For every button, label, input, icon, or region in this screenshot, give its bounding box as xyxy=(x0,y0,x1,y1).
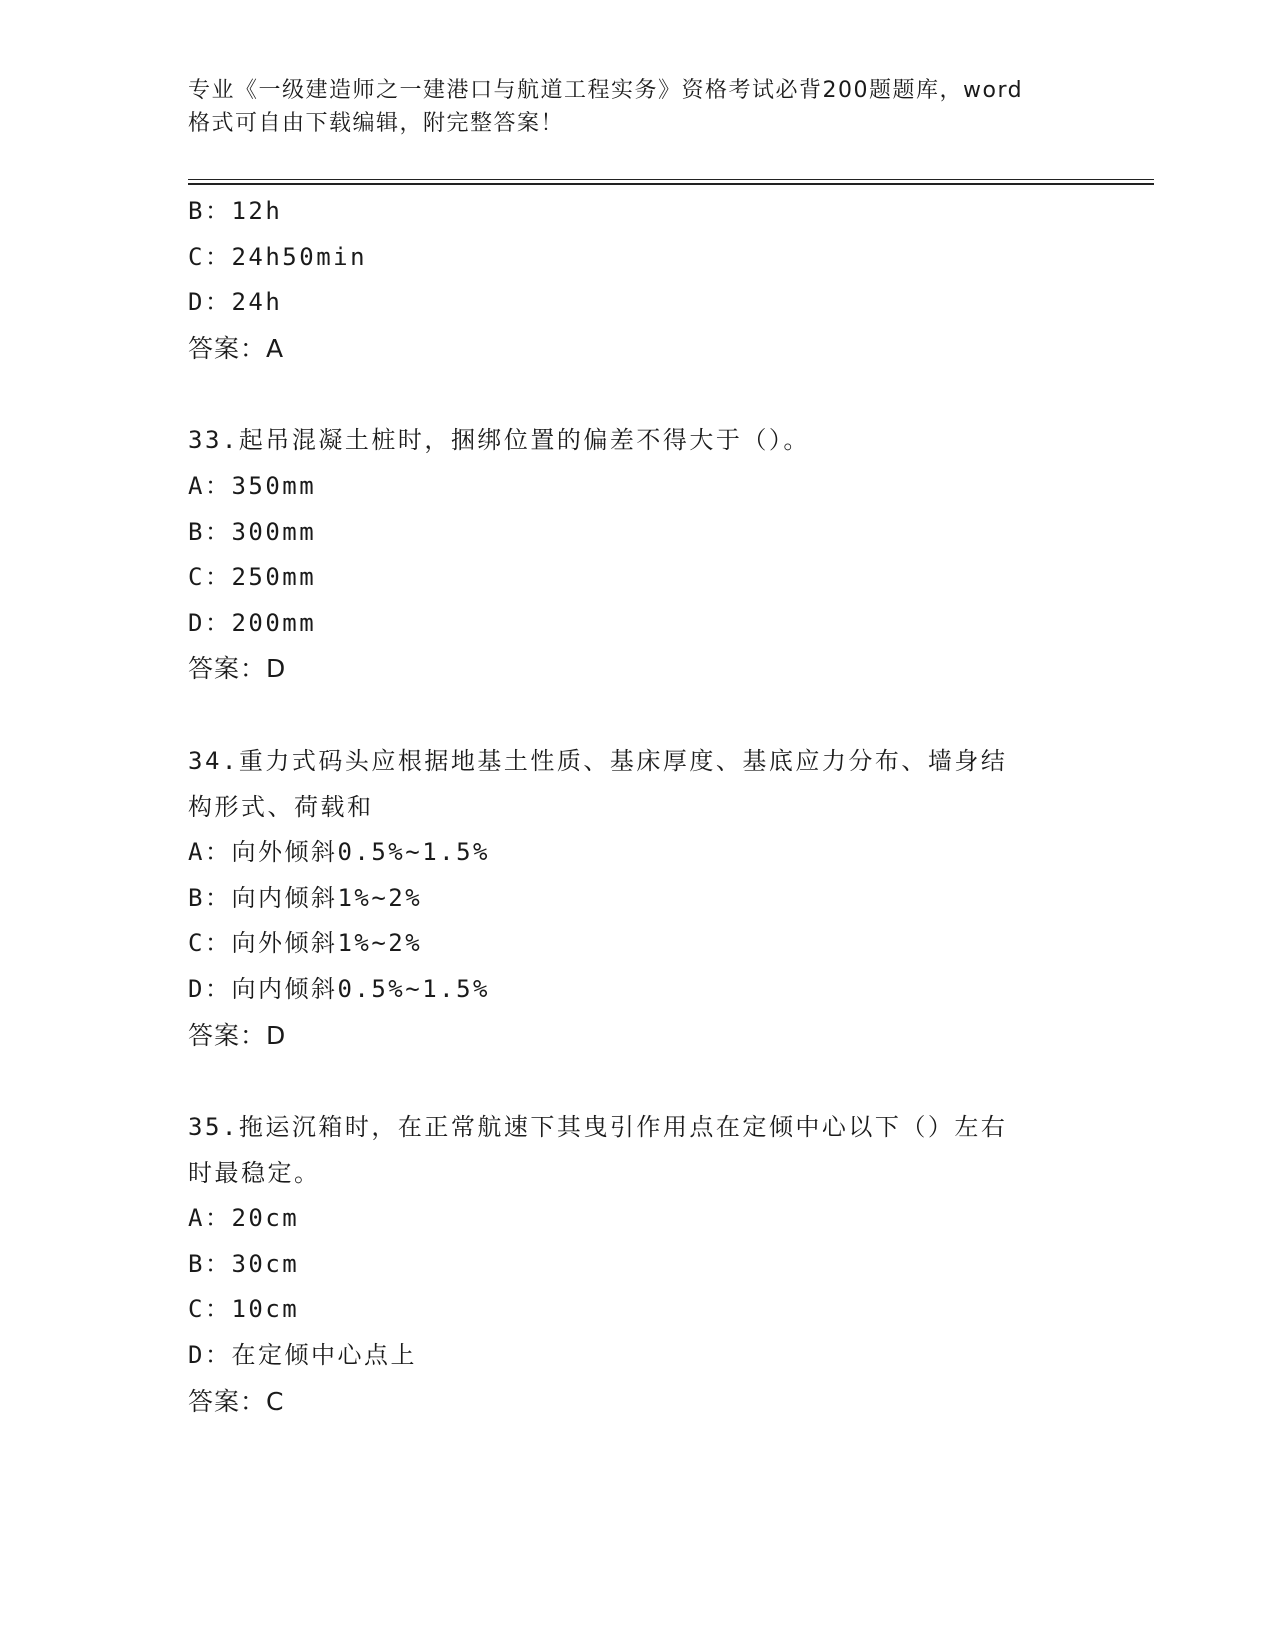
option-b: B：向内倾斜1%~2% xyxy=(188,883,423,912)
answer-line: 答案：D xyxy=(188,1020,287,1050)
option-a: A：向外倾斜0.5%~1.5% xyxy=(188,838,490,867)
option-d: D：24h xyxy=(188,288,283,317)
question-text xyxy=(188,739,1068,830)
question-text-line-1: 34.重力式码头应根据地基土性质、基床厚度、基底应力分布、墙身结 xyxy=(188,746,1008,775)
option-c: C：24h50min xyxy=(188,242,368,271)
question-34 xyxy=(188,739,1088,1058)
option-d: D：200mm xyxy=(188,608,317,637)
option-d: D：在定倾中心点上 xyxy=(188,1341,417,1370)
option-b: B：12h xyxy=(188,197,283,225)
option-d: D：向内倾斜0.5%~1.5% xyxy=(188,974,490,1003)
option-b: B：300mm xyxy=(188,517,317,546)
answer-line: 答案：A xyxy=(188,333,285,363)
question-32-tail xyxy=(188,189,1088,371)
question-text: 33.起吊混凝土桩时，捆绑位置的偏差不得大于（）。 xyxy=(188,426,810,455)
option-c: C：250mm xyxy=(188,563,317,592)
question-text xyxy=(188,1105,1068,1196)
question-text-line-2: 构形式、荷载和 xyxy=(188,792,374,821)
header-line-1: 专业《一级建造师之一建港口与航道工程实务》资格考试必背200题题库，word xyxy=(188,78,1024,103)
option-c: C：向外倾斜1%~2% xyxy=(188,929,423,958)
option-a: A：350mm xyxy=(188,471,317,500)
header-line-2: 格式可自由下载编辑，附完整答案！ xyxy=(188,111,565,136)
question-33 xyxy=(188,418,1088,692)
answer-line: 答案：C xyxy=(188,1386,285,1416)
question-35 xyxy=(188,1105,1088,1424)
answer-line: 答案：D xyxy=(188,654,287,684)
option-c: C：10cm xyxy=(188,1295,300,1324)
question-text-line-1: 35.拖运沉箱时，在正常航速下其曳引作用点在定倾中心以下（）左右 xyxy=(188,1113,1008,1142)
option-a: A：20cm xyxy=(188,1204,300,1233)
question-text-line-2: 时最稳定。 xyxy=(188,1158,321,1187)
header-rule-thick xyxy=(188,183,1154,185)
header-rule-thin xyxy=(188,179,1154,180)
document-header xyxy=(188,74,1068,140)
question-list xyxy=(188,189,1088,1424)
option-b: B：30cm xyxy=(188,1249,300,1278)
